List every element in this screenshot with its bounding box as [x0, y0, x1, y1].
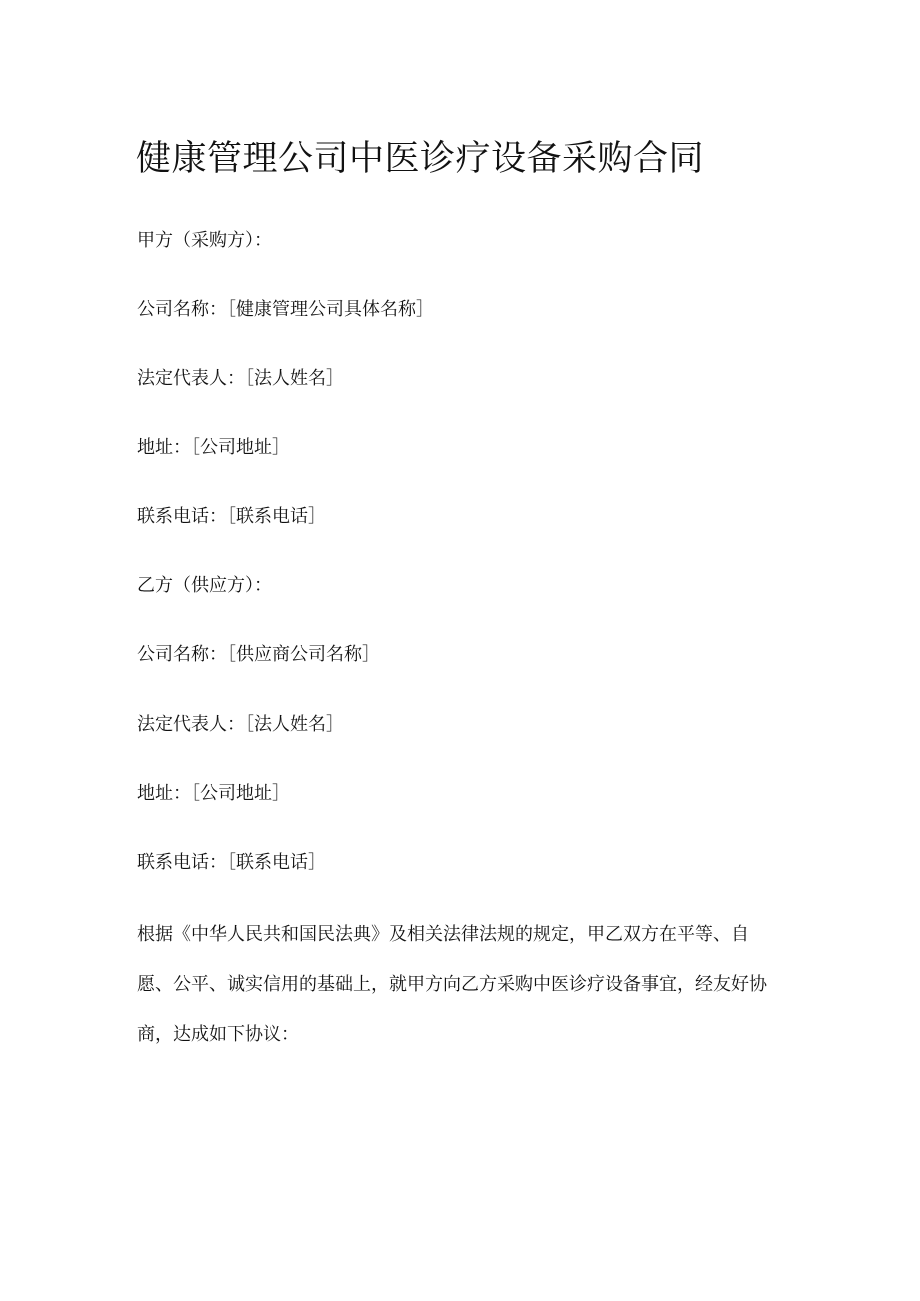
party-a-company: 公司名称：［健康管理公司具体名称］	[137, 299, 434, 320]
party-b-company: 公司名称：［供应商公司名称］	[137, 644, 380, 665]
party-b-representative: 法定代表人：［法人姓名］	[137, 714, 344, 735]
party-a-heading: 甲方（采购方）：	[137, 230, 272, 251]
party-b-heading: 乙方（供应方）：	[137, 575, 272, 596]
party-b-address: 地址：［公司地址］	[137, 783, 290, 804]
party-a-phone: 联系电话：［联系电话］	[137, 506, 326, 527]
party-a-address: 地址：［公司地址］	[137, 437, 290, 458]
party-b-phone: 联系电话：［联系电话］	[137, 852, 326, 873]
party-a-representative: 法定代表人：［法人姓名］	[137, 368, 344, 389]
preamble-paragraph: 根据《中华人民共和国民法典》及相关法律法规的规定，甲乙双方在平等、自愿、公平、诚实信用的基础上，就甲方向乙方采购中医诊疗设备事宜，经友好协商，达成如下协议：	[137, 924, 767, 1045]
contract-title: 健康管理公司中医诊疗设备采购合同	[136, 139, 705, 179]
